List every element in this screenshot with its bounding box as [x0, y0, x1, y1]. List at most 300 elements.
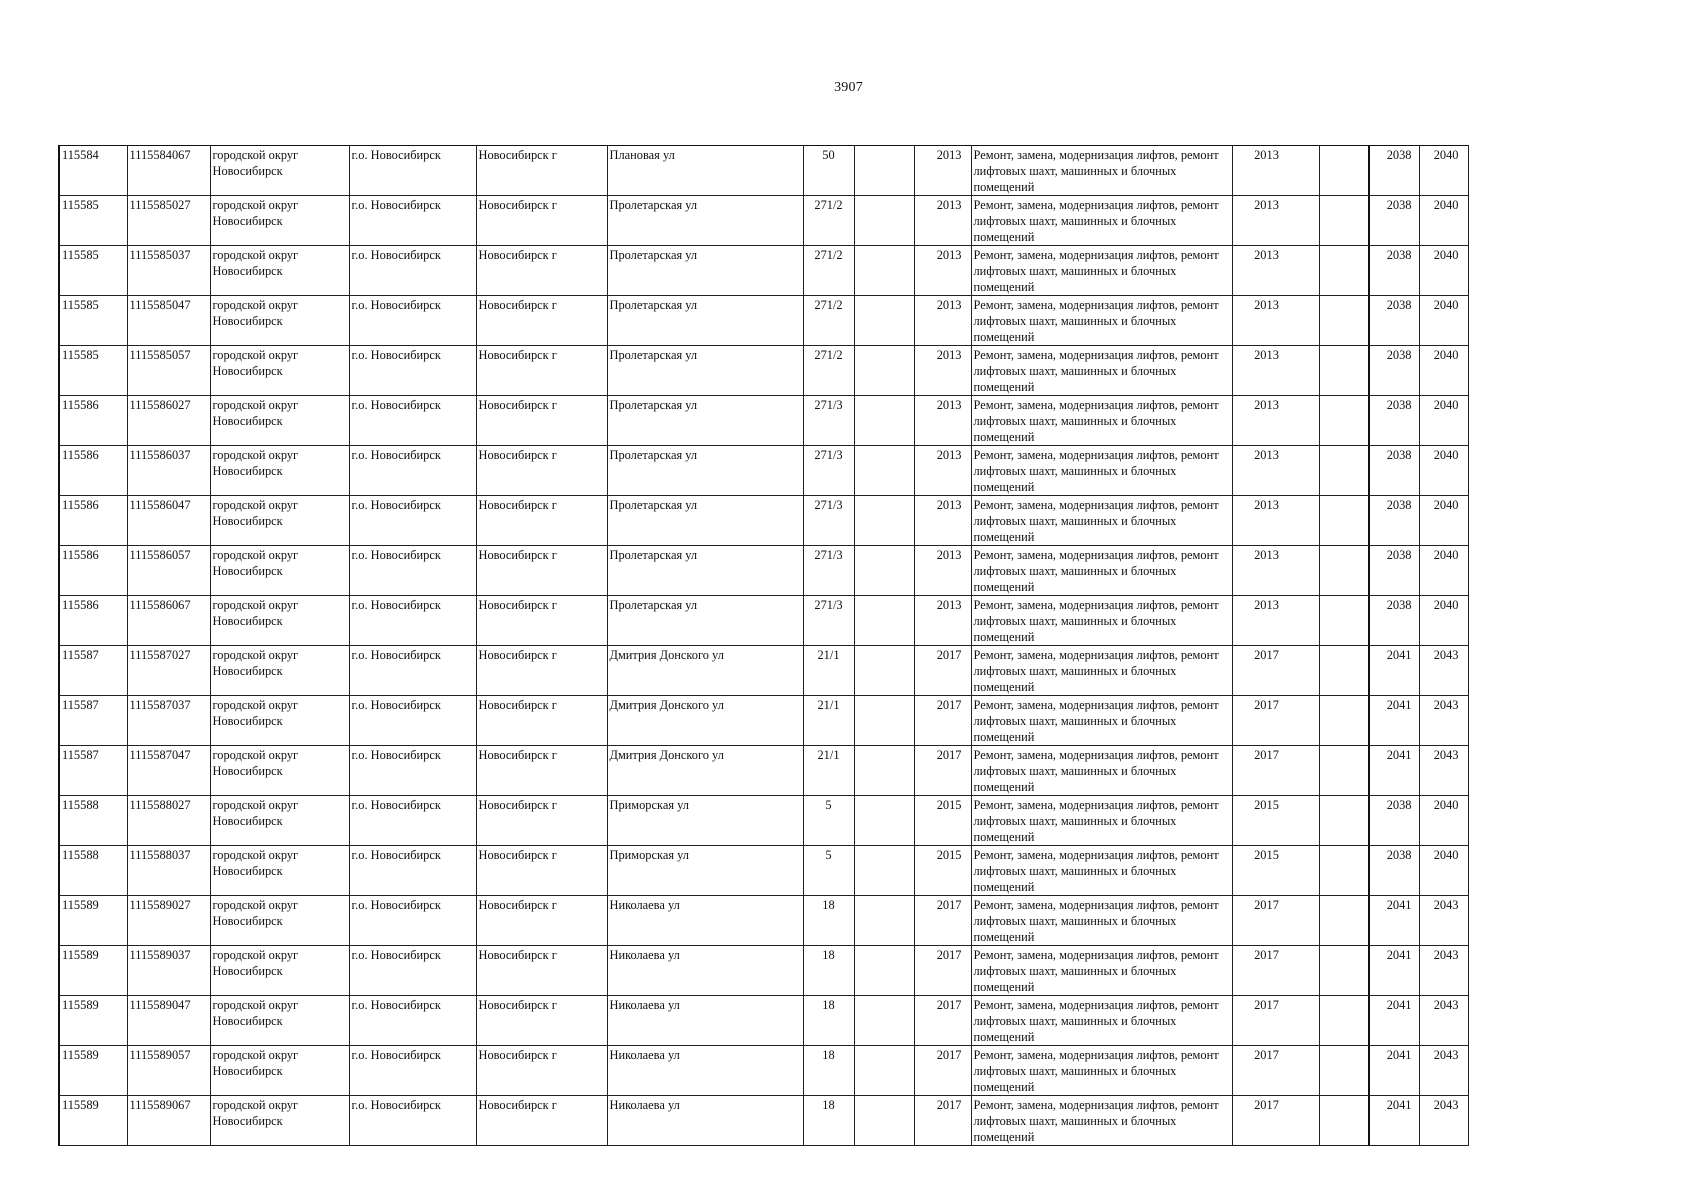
cell-period-start: 2038 — [1369, 246, 1419, 296]
cell-empty — [854, 746, 914, 796]
page-number: 3907 — [834, 80, 863, 95]
cell-street: Приморская ул — [607, 846, 803, 896]
cell-street: Пролетарская ул — [607, 446, 803, 496]
cell-municipality: г.о. Новосибирск — [349, 346, 476, 396]
cell-city: Новосибирск г — [476, 896, 607, 946]
cell-street: Пролетарская ул — [607, 596, 803, 646]
cell-period-end: 2040 — [1419, 846, 1468, 896]
cell-year: 2013 — [914, 546, 971, 596]
cell-year: 2017 — [914, 746, 971, 796]
table-row — [59, 946, 1468, 996]
table-row — [59, 746, 1468, 796]
cell-work-type: Ремонт, замена, модернизация лифтов, ремонт лифтовых шахт, машинных и блочных помещений — [971, 996, 1232, 1046]
cell-municipality: г.о. Новосибирск — [349, 296, 476, 346]
cell-year: 2013 — [914, 446, 971, 496]
cell-period-start: 2041 — [1369, 1046, 1419, 1096]
cell-period-end: 2043 — [1419, 996, 1468, 1046]
cell-house-number: 5 — [803, 846, 854, 896]
cell-street: Николаева ул — [607, 1046, 803, 1096]
cell-city: Новосибирск г — [476, 446, 607, 496]
cell-record-code: 1115589047 — [127, 996, 210, 1046]
cell-period-start: 2038 — [1369, 546, 1419, 596]
cell-city: Новосибирск г — [476, 146, 607, 196]
cell-street: Дмитрия Донского ул — [607, 646, 803, 696]
cell-period-end: 2040 — [1419, 596, 1468, 646]
cell-work-type: Ремонт, замена, модернизация лифтов, ремонт лифтовых шахт, машинных и блочных помещений — [971, 946, 1232, 996]
cell-period-end: 2040 — [1419, 246, 1468, 296]
cell-empty — [854, 996, 914, 1046]
cell-district: городской округ Новосибирск — [210, 346, 349, 396]
cell-house-number: 271/2 — [803, 346, 854, 396]
cell-empty — [1319, 346, 1369, 396]
cell-year: 2017 — [914, 896, 971, 946]
cell-city: Новосибирск г — [476, 396, 607, 446]
cell-empty — [854, 446, 914, 496]
cell-municipality: г.о. Новосибирск — [349, 496, 476, 546]
cell-period-end: 2043 — [1419, 696, 1468, 746]
cell-record-code: 1115585027 — [127, 196, 210, 246]
cell-street: Пролетарская ул — [607, 296, 803, 346]
cell-work-type: Ремонт, замена, модернизация лифтов, ремонт лифтовых шахт, машинных и блочных помещений — [971, 896, 1232, 946]
cell-period-start: 2041 — [1369, 746, 1419, 796]
cell-house-number: 21/1 — [803, 646, 854, 696]
table-row — [59, 1046, 1468, 1096]
cell-empty — [1319, 796, 1369, 846]
cell-planned-year: 2017 — [1232, 1046, 1319, 1096]
cell-period-start: 2038 — [1369, 796, 1419, 846]
cell-period-end: 2040 — [1419, 196, 1468, 246]
cell-record-code: 1115584067 — [127, 146, 210, 196]
table-row — [59, 346, 1468, 396]
cell-district: городской округ Новосибирск — [210, 396, 349, 446]
cell-house-number: 271/3 — [803, 396, 854, 446]
cell-street: Пролетарская ул — [607, 246, 803, 296]
cell-street: Приморская ул — [607, 796, 803, 846]
cell-record-code: 1115585047 — [127, 296, 210, 346]
cell-work-type: Ремонт, замена, модернизация лифтов, ремонт лифтовых шахт, машинных и блочных помещений — [971, 1096, 1232, 1146]
cell-record-code: 1115589057 — [127, 1046, 210, 1096]
cell-work-type: Ремонт, замена, модернизация лифтов, ремонт лифтовых шахт, машинных и блочных помещений — [971, 346, 1232, 396]
cell-period-start: 2038 — [1369, 346, 1419, 396]
cell-district: городской округ Новосибирск — [210, 546, 349, 596]
cell-empty — [854, 396, 914, 446]
cell-record-code: 1115588037 — [127, 846, 210, 896]
cell-city: Новосибирск г — [476, 296, 607, 346]
cell-period-start: 2041 — [1369, 696, 1419, 746]
table-row — [59, 396, 1468, 446]
cell-empty — [1319, 946, 1369, 996]
cell-period-start: 2038 — [1369, 296, 1419, 346]
cell-municipality: г.о. Новосибирск — [349, 146, 476, 196]
cell-street: Дмитрия Донского ул — [607, 696, 803, 746]
table-row — [59, 496, 1468, 546]
cell-period-end: 2040 — [1419, 396, 1468, 446]
table-row — [59, 846, 1468, 896]
table-row — [59, 646, 1468, 696]
cell-work-type: Ремонт, замена, модернизация лифтов, ремонт лифтовых шахт, машинных и блочных помещений — [971, 446, 1232, 496]
cell-municipality: г.о. Новосибирск — [349, 946, 476, 996]
cell-city: Новосибирск г — [476, 1096, 607, 1146]
cell-empty — [854, 196, 914, 246]
cell-planned-year: 2015 — [1232, 796, 1319, 846]
cell-work-type: Ремонт, замена, модернизация лифтов, ремонт лифтовых шахт, машинных и блочных помещений — [971, 296, 1232, 346]
cell-record-id: 115589 — [59, 996, 127, 1046]
cell-district: городской округ Новосибирск — [210, 646, 349, 696]
cell-record-id: 115587 — [59, 746, 127, 796]
cell-record-id: 115588 — [59, 796, 127, 846]
cell-record-code: 1115587037 — [127, 696, 210, 746]
cell-empty — [854, 1096, 914, 1146]
cell-municipality: г.о. Новосибирск — [349, 396, 476, 446]
cell-district: городской округ Новосибирск — [210, 296, 349, 346]
cell-record-id: 115584 — [59, 146, 127, 196]
cell-record-id: 115589 — [59, 1046, 127, 1096]
cell-record-code: 1115586027 — [127, 396, 210, 446]
cell-municipality: г.о. Новосибирск — [349, 596, 476, 646]
cell-municipality: г.о. Новосибирск — [349, 896, 476, 946]
cell-district: городской округ Новосибирск — [210, 1096, 349, 1146]
cell-year: 2013 — [914, 146, 971, 196]
cell-empty — [1319, 246, 1369, 296]
cell-empty — [854, 646, 914, 696]
cell-house-number: 18 — [803, 1096, 854, 1146]
cell-empty — [1319, 146, 1369, 196]
cell-empty — [854, 946, 914, 996]
cell-planned-year: 2015 — [1232, 846, 1319, 896]
cell-record-id: 115586 — [59, 396, 127, 446]
cell-work-type: Ремонт, замена, модернизация лифтов, ремонт лифтовых шахт, машинных и блочных помещений — [971, 846, 1232, 896]
cell-house-number: 18 — [803, 896, 854, 946]
table-row — [59, 446, 1468, 496]
cell-district: городской округ Новосибирск — [210, 196, 349, 246]
table-row — [59, 246, 1468, 296]
cell-city: Новосибирск г — [476, 1046, 607, 1096]
cell-period-end: 2043 — [1419, 1046, 1468, 1096]
cell-empty — [1319, 646, 1369, 696]
cell-planned-year: 2013 — [1232, 496, 1319, 546]
cell-municipality: г.о. Новосибирск — [349, 546, 476, 596]
cell-house-number: 271/3 — [803, 496, 854, 546]
cell-planned-year: 2013 — [1232, 446, 1319, 496]
cell-period-start: 2038 — [1369, 446, 1419, 496]
cell-district: городской округ Новосибирск — [210, 446, 349, 496]
cell-street: Пролетарская ул — [607, 196, 803, 246]
cell-record-id: 115585 — [59, 296, 127, 346]
table-row — [59, 796, 1468, 846]
cell-period-end: 2043 — [1419, 746, 1468, 796]
cell-district: городской округ Новосибирск — [210, 746, 349, 796]
cell-year: 2013 — [914, 346, 971, 396]
cell-house-number: 271/2 — [803, 196, 854, 246]
cell-year: 2013 — [914, 396, 971, 446]
cell-record-code: 1115585057 — [127, 346, 210, 396]
cell-city: Новосибирск г — [476, 696, 607, 746]
cell-record-id: 115585 — [59, 196, 127, 246]
cell-period-start: 2041 — [1369, 1096, 1419, 1146]
cell-planned-year: 2017 — [1232, 746, 1319, 796]
cell-empty — [854, 496, 914, 546]
cell-period-start: 2038 — [1369, 596, 1419, 646]
cell-planned-year: 2017 — [1232, 996, 1319, 1046]
cell-empty — [854, 596, 914, 646]
cell-period-end: 2040 — [1419, 446, 1468, 496]
cell-record-id: 115585 — [59, 346, 127, 396]
cell-empty — [1319, 996, 1369, 1046]
cell-district: городской округ Новосибирск — [210, 996, 349, 1046]
cell-year: 2013 — [914, 596, 971, 646]
cell-empty — [1319, 846, 1369, 896]
cell-city: Новосибирск г — [476, 796, 607, 846]
cell-year: 2017 — [914, 696, 971, 746]
cell-year: 2013 — [914, 496, 971, 546]
cell-work-type: Ремонт, замена, модернизация лифтов, ремонт лифтовых шахт, машинных и блочных помещений — [971, 646, 1232, 696]
cell-municipality: г.о. Новосибирск — [349, 646, 476, 696]
cell-empty — [1319, 746, 1369, 796]
cell-record-id: 115589 — [59, 1096, 127, 1146]
cell-work-type: Ремонт, замена, модернизация лифтов, ремонт лифтовых шахт, машинных и блочных помещений — [971, 196, 1232, 246]
cell-house-number: 271/3 — [803, 446, 854, 496]
cell-city: Новосибирск г — [476, 596, 607, 646]
register-table — [58, 145, 1469, 1146]
cell-record-code: 1115587047 — [127, 746, 210, 796]
cell-city: Новосибирск г — [476, 196, 607, 246]
table-row — [59, 696, 1468, 746]
cell-house-number: 18 — [803, 946, 854, 996]
cell-period-end: 2043 — [1419, 646, 1468, 696]
cell-work-type: Ремонт, замена, модернизация лифтов, ремонт лифтовых шахт, машинных и блочных помещений — [971, 546, 1232, 596]
table-row — [59, 196, 1468, 246]
cell-record-code: 1115586037 — [127, 446, 210, 496]
cell-period-end: 2040 — [1419, 796, 1468, 846]
cell-municipality: г.о. Новосибирск — [349, 846, 476, 896]
cell-record-id: 115587 — [59, 646, 127, 696]
cell-district: городской округ Новосибирск — [210, 496, 349, 546]
cell-district: городской округ Новосибирск — [210, 696, 349, 746]
cell-empty — [1319, 296, 1369, 346]
cell-street: Пролетарская ул — [607, 396, 803, 446]
cell-empty — [854, 1046, 914, 1096]
cell-street: Пролетарская ул — [607, 496, 803, 546]
cell-municipality: г.о. Новосибирск — [349, 796, 476, 846]
cell-city: Новосибирск г — [476, 546, 607, 596]
cell-city: Новосибирск г — [476, 996, 607, 1046]
table-row — [59, 896, 1468, 946]
cell-house-number: 271/2 — [803, 246, 854, 296]
cell-work-type: Ремонт, замена, модернизация лифтов, ремонт лифтовых шахт, машинных и блочных помещений — [971, 796, 1232, 846]
cell-empty — [1319, 546, 1369, 596]
cell-municipality: г.о. Новосибирск — [349, 746, 476, 796]
cell-period-end: 2040 — [1419, 346, 1468, 396]
cell-record-code: 1115587027 — [127, 646, 210, 696]
cell-record-id: 115585 — [59, 246, 127, 296]
cell-record-code: 1115586067 — [127, 596, 210, 646]
cell-planned-year: 2013 — [1232, 296, 1319, 346]
cell-city: Новосибирск г — [476, 246, 607, 296]
cell-planned-year: 2013 — [1232, 596, 1319, 646]
cell-planned-year: 2013 — [1232, 396, 1319, 446]
cell-district: городской округ Новосибирск — [210, 596, 349, 646]
cell-planned-year: 2017 — [1232, 646, 1319, 696]
cell-period-start: 2041 — [1369, 646, 1419, 696]
cell-record-code: 1115589067 — [127, 1096, 210, 1146]
cell-record-id: 115586 — [59, 496, 127, 546]
cell-year: 2017 — [914, 996, 971, 1046]
cell-district: городской округ Новосибирск — [210, 896, 349, 946]
cell-period-start: 2041 — [1369, 896, 1419, 946]
table-row — [59, 146, 1468, 196]
cell-period-end: 2040 — [1419, 496, 1468, 546]
cell-work-type: Ремонт, замена, модернизация лифтов, ремонт лифтовых шахт, машинных и блочных помещений — [971, 596, 1232, 646]
cell-street: Плановая ул — [607, 146, 803, 196]
cell-year: 2013 — [914, 196, 971, 246]
register-body — [59, 146, 1468, 1146]
cell-period-end: 2043 — [1419, 946, 1468, 996]
cell-record-id: 115586 — [59, 596, 127, 646]
cell-period-start: 2038 — [1369, 496, 1419, 546]
cell-district: городской округ Новосибирск — [210, 796, 349, 846]
cell-city: Новосибирск г — [476, 946, 607, 996]
cell-record-code: 1115589037 — [127, 946, 210, 996]
cell-work-type: Ремонт, замена, модернизация лифтов, ремонт лифтовых шахт, машинных и блочных помещений — [971, 746, 1232, 796]
cell-district: городской округ Новосибирск — [210, 946, 349, 996]
cell-empty — [854, 696, 914, 746]
cell-planned-year: 2017 — [1232, 696, 1319, 746]
cell-city: Новосибирск г — [476, 346, 607, 396]
cell-year: 2013 — [914, 246, 971, 296]
cell-house-number: 271/3 — [803, 596, 854, 646]
cell-street: Николаева ул — [607, 996, 803, 1046]
cell-record-id: 115589 — [59, 946, 127, 996]
cell-empty — [854, 346, 914, 396]
cell-record-id: 115588 — [59, 846, 127, 896]
cell-empty — [854, 896, 914, 946]
cell-house-number: 271/2 — [803, 296, 854, 346]
cell-municipality: г.о. Новосибирск — [349, 1096, 476, 1146]
cell-record-code: 1115589027 — [127, 896, 210, 946]
cell-house-number: 21/1 — [803, 746, 854, 796]
cell-period-end: 2040 — [1419, 546, 1468, 596]
cell-period-start: 2041 — [1369, 996, 1419, 1046]
table-row — [59, 296, 1468, 346]
cell-record-code: 1115588027 — [127, 796, 210, 846]
cell-empty — [1319, 396, 1369, 446]
cell-work-type: Ремонт, замена, модернизация лифтов, ремонт лифтовых шахт, машинных и блочных помещений — [971, 396, 1232, 446]
cell-year: 2017 — [914, 1046, 971, 1096]
cell-work-type: Ремонт, замена, модернизация лифтов, ремонт лифтовых шахт, машинных и блочных помещений — [971, 496, 1232, 546]
cell-year: 2017 — [914, 946, 971, 996]
cell-house-number: 18 — [803, 996, 854, 1046]
cell-house-number: 50 — [803, 146, 854, 196]
cell-street: Николаева ул — [607, 896, 803, 946]
cell-year: 2017 — [914, 646, 971, 696]
cell-planned-year: 2013 — [1232, 346, 1319, 396]
cell-city: Новосибирск г — [476, 846, 607, 896]
cell-municipality: г.о. Новосибирск — [349, 246, 476, 296]
cell-house-number: 5 — [803, 796, 854, 846]
cell-year: 2015 — [914, 846, 971, 896]
cell-municipality: г.о. Новосибирск — [349, 1046, 476, 1096]
cell-record-code: 1115586057 — [127, 546, 210, 596]
cell-empty — [854, 246, 914, 296]
cell-work-type: Ремонт, замена, модернизация лифтов, ремонт лифтовых шахт, машинных и блочных помещений — [971, 246, 1232, 296]
cell-work-type: Ремонт, замена, модернизация лифтов, ремонт лифтовых шахт, машинных и блочных помещений — [971, 146, 1232, 196]
cell-record-id: 115586 — [59, 546, 127, 596]
cell-street: Пролетарская ул — [607, 546, 803, 596]
table-row — [59, 596, 1468, 646]
cell-planned-year: 2013 — [1232, 196, 1319, 246]
cell-house-number: 21/1 — [803, 696, 854, 746]
cell-empty — [854, 546, 914, 596]
cell-city: Новосибирск г — [476, 496, 607, 546]
cell-record-id: 115587 — [59, 696, 127, 746]
cell-work-type: Ремонт, замена, модернизация лифтов, ремонт лифтовых шахт, машинных и блочных помещений — [971, 696, 1232, 746]
cell-empty — [1319, 496, 1369, 546]
cell-empty — [1319, 596, 1369, 646]
cell-house-number: 18 — [803, 1046, 854, 1096]
cell-record-code: 1115585037 — [127, 246, 210, 296]
cell-period-start: 2038 — [1369, 396, 1419, 446]
cell-district: городской округ Новосибирск — [210, 246, 349, 296]
cell-year: 2013 — [914, 296, 971, 346]
table-row — [59, 1096, 1468, 1146]
cell-record-code: 1115586047 — [127, 496, 210, 546]
table-row — [59, 996, 1468, 1046]
cell-period-end: 2040 — [1419, 146, 1468, 196]
cell-period-start: 2038 — [1369, 146, 1419, 196]
cell-district: городской округ Новосибирск — [210, 146, 349, 196]
cell-period-start: 2041 — [1369, 946, 1419, 996]
cell-period-end: 2040 — [1419, 296, 1468, 346]
cell-house-number: 271/3 — [803, 546, 854, 596]
cell-municipality: г.о. Новосибирск — [349, 446, 476, 496]
cell-street: Пролетарская ул — [607, 346, 803, 396]
cell-district: городской округ Новосибирск — [210, 846, 349, 896]
cell-municipality: г.о. Новосибирск — [349, 996, 476, 1046]
cell-planned-year: 2017 — [1232, 896, 1319, 946]
cell-empty — [1319, 696, 1369, 746]
cell-work-type: Ремонт, замена, модернизация лифтов, ремонт лифтовых шахт, машинных и блочных помещений — [971, 1046, 1232, 1096]
cell-year: 2017 — [914, 1096, 971, 1146]
cell-empty — [1319, 896, 1369, 946]
cell-planned-year: 2013 — [1232, 546, 1319, 596]
cell-record-id: 115586 — [59, 446, 127, 496]
cell-municipality: г.о. Новосибирск — [349, 696, 476, 746]
cell-record-id: 115589 — [59, 896, 127, 946]
cell-city: Новосибирск г — [476, 746, 607, 796]
cell-empty — [1319, 1046, 1369, 1096]
cell-planned-year: 2017 — [1232, 946, 1319, 996]
cell-empty — [1319, 196, 1369, 246]
cell-empty — [854, 146, 914, 196]
cell-empty — [854, 296, 914, 346]
cell-street: Николаева ул — [607, 946, 803, 996]
cell-period-start: 2038 — [1369, 196, 1419, 246]
cell-year: 2015 — [914, 796, 971, 846]
cell-street: Дмитрия Донского ул — [607, 746, 803, 796]
table-row — [59, 546, 1468, 596]
cell-empty — [1319, 446, 1369, 496]
cell-municipality: г.о. Новосибирск — [349, 196, 476, 246]
cell-period-start: 2038 — [1369, 846, 1419, 896]
cell-planned-year: 2013 — [1232, 146, 1319, 196]
cell-empty — [854, 846, 914, 896]
cell-street: Николаева ул — [607, 1096, 803, 1146]
cell-period-end: 2043 — [1419, 896, 1468, 946]
cell-period-end: 2043 — [1419, 1096, 1468, 1146]
cell-empty — [854, 796, 914, 846]
cell-planned-year: 2017 — [1232, 1096, 1319, 1146]
cell-district: городской округ Новосибирск — [210, 1046, 349, 1096]
